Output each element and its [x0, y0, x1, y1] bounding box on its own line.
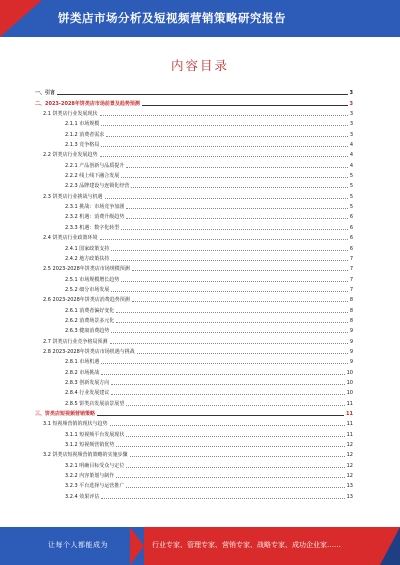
toc-entry-text: 2.1 饼类店行业发展现状: [43, 111, 98, 118]
toc-leader: [116, 446, 344, 447]
toc-entry[interactable]: [35, 119, 353, 129]
toc-entry[interactable]: [35, 274, 353, 284]
toc-entry[interactable]: [35, 222, 353, 232]
toc-entry[interactable]: [35, 140, 353, 150]
toc-page-number: 7: [349, 255, 353, 262]
toc-entry[interactable]: [35, 191, 353, 201]
toc-entry-text: 2.4.1 国家政策支持: [65, 245, 110, 252]
toc-entry[interactable]: [35, 409, 353, 419]
toc-entry[interactable]: [35, 202, 353, 212]
toc-entry-text: 2.1.3 竞争格局: [65, 142, 100, 149]
toc-entry-text: 2.8 2023-2028年饼类店市场机遇与挑战: [43, 348, 135, 355]
toc-entry[interactable]: [35, 254, 353, 264]
toc-leader: [100, 239, 348, 240]
toc-entry[interactable]: [35, 305, 353, 315]
toc-leader: [101, 146, 348, 147]
toc-entry[interactable]: [35, 471, 353, 481]
toc-entry-text: 3.2.4 效果评估: [65, 493, 100, 500]
toc-page-number: 13: [346, 493, 353, 500]
toc-leader: [126, 487, 344, 488]
toc-leader: [142, 105, 348, 106]
toc-leader: [97, 415, 344, 416]
toc-entry[interactable]: [35, 264, 353, 274]
toc-entry-text: 2.5.1 市场规模增长趋势: [65, 276, 120, 283]
toc-entry-text: 2.5.2 细分市场发展: [65, 286, 110, 293]
toc-leader: [130, 456, 345, 457]
toc-entry[interactable]: [35, 491, 353, 501]
toc-entry-text: 2.3 饼类店行业挑战与机遇: [43, 193, 103, 200]
toc-leader: [101, 363, 348, 364]
toc-entry[interactable]: [35, 233, 353, 243]
toc-entry-text: 2.2.2 线上线下融合发展: [65, 173, 120, 180]
toc-entry-text: 2.6 2023-2028年饼类店消费趋势预测: [43, 297, 130, 304]
toc-entry[interactable]: [35, 181, 353, 191]
toc-page-number: 9: [349, 348, 353, 355]
toc-entry-text: 2.8.4 行业发展建议: [65, 390, 110, 397]
toc-leader: [111, 260, 348, 261]
footer-slogan-left: 让每个人都能成为: [48, 541, 108, 549]
toc-leader: [121, 229, 348, 230]
toc-entry-text: 二、2023-2028年饼类店市场前景及趋势预测: [35, 100, 140, 107]
toc-page-number: 8: [349, 317, 353, 324]
toc-entry[interactable]: [35, 98, 353, 108]
toc-page-number: 10: [346, 379, 353, 386]
toc-page-number: 11: [346, 411, 353, 417]
toc-page-number: 3: [349, 90, 353, 97]
toc-entry[interactable]: [35, 109, 353, 119]
toc-page-number: 11: [346, 431, 353, 438]
toc-leader: [105, 198, 348, 199]
toc-page-number: 12: [346, 442, 353, 449]
toc-entry-text: 2.8.3 创新发展方向: [65, 379, 110, 386]
toc-leader: [101, 498, 344, 499]
toc-entry-text: 2.7 饼类店行业竞争格局预测: [43, 338, 108, 345]
toc-leader: [116, 477, 344, 478]
toc-entry-text: 2.2.3 品牌建设与连锁化经营: [65, 183, 130, 190]
toc-leader: [110, 343, 348, 344]
toc-entry-text: 2.6.3 健康消费趋势: [65, 328, 110, 335]
toc-entry-text: 2.2 饼类店行业发展趋势: [43, 152, 98, 159]
toc-entry-text: 一、引言: [35, 90, 56, 97]
toc-leader: [111, 291, 348, 292]
toc-entry[interactable]: [35, 295, 353, 305]
toc-entry-text: 2.8.1 市场机遇: [65, 359, 100, 366]
toc-entry-text: 2.6.1 消费者偏好变化: [65, 307, 115, 314]
toc-entry-text: 3.2.1 明确目标受众与定位: [65, 462, 125, 469]
toc-entry-text: 3.2 饼类店短视频营销策略的实施步骤: [43, 452, 128, 459]
toc-page-number: 13: [346, 483, 353, 490]
toc-entry-text: 3.1 短视频营销的现状与趋势: [43, 421, 108, 428]
toc-page-number: 3: [349, 100, 353, 107]
toc-entry[interactable]: [35, 398, 353, 408]
toc-entry[interactable]: [35, 88, 353, 98]
toc-page-number: 11: [346, 400, 353, 407]
toc-page-number: 9: [349, 338, 353, 345]
toc-entry-text: 2.1.1 市场规模: [65, 121, 100, 128]
toc-leader: [126, 218, 347, 219]
toc-leader: [100, 156, 348, 157]
toc-entry[interactable]: [35, 160, 353, 170]
toc-entry-text: 3.1.1 短视频平台发展现状: [65, 431, 125, 438]
toc-page-number: 6: [349, 245, 353, 252]
toc-entry-text: 2.3.1 挑战：市场竞争加剧: [65, 204, 125, 211]
toc-entry[interactable]: [35, 460, 353, 470]
toc-page-number: 3: [349, 121, 353, 128]
toc-leader: [116, 312, 348, 313]
toc-page-number: 8: [349, 297, 353, 304]
toc-entry[interactable]: [35, 440, 353, 450]
toc-leader: [111, 394, 344, 395]
toc-entry-text: 2.6.2 消费场景多元化: [65, 317, 115, 324]
toc-entry[interactable]: [35, 243, 353, 253]
toc-entry[interactable]: [35, 347, 353, 357]
toc-leader: [137, 353, 348, 354]
toc-entry[interactable]: [35, 336, 353, 346]
toc-page-number: 6: [349, 235, 353, 242]
toc-entry-text: 2.2.1 产品创新与品质提升: [65, 162, 125, 169]
toc-page-number: 4: [349, 142, 353, 149]
toc-entry[interactable]: [35, 150, 353, 160]
toc-entry[interactable]: [35, 367, 353, 377]
toc-entry[interactable]: [35, 129, 353, 139]
toc-leader: [126, 167, 347, 168]
report-title: 饼类店市场分析及短视频营销策略研究报告: [58, 11, 286, 25]
toc-entry-text: 2.8.5 饼类店发展前景展望: [65, 400, 125, 407]
toc-page-number: 12: [346, 462, 353, 469]
toc-entry-text: 3.2.3 平台选择与运营推广: [65, 483, 125, 490]
toc-leader: [101, 374, 344, 375]
toc-leader: [100, 115, 348, 116]
toc-heading: 内容目录: [170, 58, 229, 73]
toc-leader: [121, 177, 348, 178]
toc-entry-text: 2.4 饼类店行业政策环境: [43, 235, 98, 242]
toc-page-number: 11: [346, 421, 353, 428]
toc-entry[interactable]: [35, 171, 353, 181]
toc-page-number: 12: [346, 473, 353, 480]
toc-entry-text: 三、饼类店短视频营销策略: [35, 411, 96, 417]
toc-leader: [57, 94, 348, 95]
footer-corner: [380, 527, 400, 565]
footer-banner: [0, 527, 400, 565]
toc-leader: [106, 136, 348, 137]
table-of-contents: [35, 88, 353, 502]
toc-leader: [111, 332, 348, 333]
toc-entry[interactable]: [35, 419, 353, 429]
toc-entry[interactable]: [35, 326, 353, 336]
toc-entry[interactable]: [35, 285, 353, 295]
toc-page-number: 9: [349, 359, 353, 366]
toc-entry[interactable]: [35, 378, 353, 388]
toc-entry-text: 3.2.2 内容策划与制作: [65, 473, 115, 480]
toc-leader: [111, 250, 348, 251]
toc-page-number: 10: [346, 369, 353, 376]
toc-entry[interactable]: [35, 388, 353, 398]
toc-leader: [116, 322, 348, 323]
toc-page-number: 4: [349, 152, 353, 159]
footer-slogan-right: 行业专家、管理专家、营销专家、战略专家、成功企业家……: [152, 541, 341, 549]
toc-entry[interactable]: [35, 212, 353, 222]
toc-entry-text: 2.5 2023-2028年饼类店市场规模预测: [43, 266, 130, 273]
toc-leader: [126, 467, 344, 468]
toc-page-number: 8: [349, 307, 353, 314]
toc-page-number: 7: [349, 276, 353, 283]
toc-entry-text: 2.3.3 机遇：数字化转型: [65, 224, 120, 231]
toc-page-number: 4: [349, 162, 353, 169]
header-banner: [0, 0, 400, 37]
toc-page-number: 5: [349, 204, 353, 211]
toc-page-number: 3: [349, 111, 353, 118]
toc-page-number: 5: [349, 193, 353, 200]
toc-entry[interactable]: [35, 316, 353, 326]
toc-leader: [131, 187, 347, 188]
toc-leader: [132, 270, 348, 271]
toc-page-number: 6: [349, 214, 353, 221]
toc-page-number: 9: [349, 328, 353, 335]
toc-entry[interactable]: [35, 481, 353, 491]
toc-entry-text: 2.8.2 市场挑战: [65, 369, 100, 376]
footer-arrow: [130, 527, 144, 565]
toc-page-number: 6: [349, 224, 353, 231]
toc-entry[interactable]: [35, 357, 353, 367]
toc-leader: [121, 281, 348, 282]
toc-leader: [101, 125, 348, 126]
toc-leader: [126, 405, 344, 406]
header-red-triangle: [0, 0, 42, 37]
toc-page-number: 7: [349, 286, 353, 293]
toc-leader: [110, 425, 345, 426]
toc-leader: [126, 208, 347, 209]
toc-page-number: 10: [346, 390, 353, 397]
toc-leader: [126, 436, 344, 437]
toc-entry[interactable]: [35, 450, 353, 460]
toc-entry-text: 2.1.2 消费者需求: [65, 131, 105, 138]
toc-entry-text: 2.4.2 地方政策扶持: [65, 255, 110, 262]
toc-page-number: 7: [349, 266, 353, 273]
toc-entry-text: 2.3.2 机遇：消费升级趋势: [65, 214, 125, 221]
toc-page-number: 5: [349, 183, 353, 190]
toc-entry[interactable]: [35, 429, 353, 439]
toc-leader: [111, 384, 344, 385]
toc-page-number: 5: [349, 173, 353, 180]
toc-page-number: 3: [349, 131, 353, 138]
toc-page-number: 12: [346, 452, 353, 459]
toc-entry-text: 3.1.2 短视频营销优势: [65, 442, 115, 449]
toc-leader: [132, 301, 348, 302]
